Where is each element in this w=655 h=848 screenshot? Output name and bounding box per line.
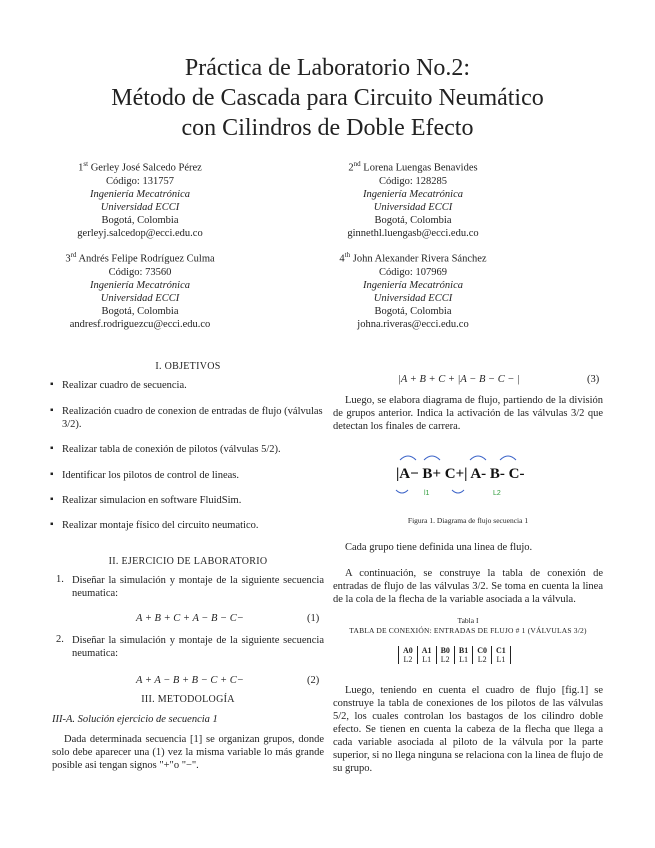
author-univ: Universidad ECCI — [100, 201, 180, 213]
equation-number-2: (2) — [307, 675, 320, 686]
author-name: 3rd Andrés Felipe Rodríguez Culma — [65, 251, 215, 265]
author-city: Bogotá, Colombia — [101, 214, 179, 226]
flow-arrow — [424, 456, 440, 460]
author-dept: Ingeniería Mecatrónica — [89, 279, 190, 291]
table-header-cell: B0 — [436, 646, 454, 655]
paragraph: Dada determinada secuencia [1] se organizan grupos, donde solo debe aparecer una (1) vez la misma variable lo más grande posible asi tengan signos "+"o "−". — [52, 734, 324, 771]
author-block-4 — [273, 249, 553, 331]
author-block-2 — [273, 158, 553, 240]
list-item: ▪ Realización cuadro de conexion de entradas de flujo (válvulas 3/2). — [62, 405, 324, 431]
table-row — [399, 655, 511, 664]
author-code: Código: 107969 — [379, 266, 447, 278]
flow-arrow — [500, 456, 516, 460]
exercise-item-1: Diseñar la simulación y montaje de la siguiente secuencia neumatica: — [72, 575, 324, 599]
exercise-item-2: Diseñar la simulación y montaje de la siguiente secuencia neumatica: — [72, 635, 324, 659]
author-dept: Ingeniería Mecatrónica — [362, 188, 463, 200]
author-email[interactable]: gerleyj.salcedop@ecci.edu.co — [77, 227, 203, 239]
table-cell: L1 — [417, 655, 436, 664]
author-code: Código: 128285 — [379, 175, 447, 187]
connection-table — [398, 646, 511, 664]
equation-number-1: (1) — [307, 613, 320, 624]
table-header-cell: A0 — [399, 646, 418, 655]
table-header-cell: A1 — [417, 646, 436, 655]
table-caption: TABLA DE CONEXIÓN: ENTRADAS DE FLUJO # 1 (VÁLVULAS 3/2) — [349, 626, 587, 635]
title-line-3: con Cilindros de Doble Efecto — [181, 115, 474, 141]
paragraph: Luego, se elabora diagrama de flujo, partiendo de la división de grupos anterior. Indica la activación de las válvulas 3/2 que detectan los finales de carrera. — [333, 395, 603, 432]
section-heading-ejercicio: II. EJERCICIO DE LABORATORIO — [108, 556, 268, 567]
list-item: ▪ Realizar montaje físico del circuito neumatico. — [62, 519, 324, 532]
table-title: Tabla I — [457, 616, 479, 625]
list-item: ▪ Identificar los pilotos de control de lineas. — [62, 469, 324, 482]
author-dept: Ingeniería Mecatrónica — [89, 188, 190, 200]
flow-arrow — [400, 456, 416, 460]
figure-caption: Figura 1. Diagrama de flujo secuencia 1 — [407, 516, 529, 525]
equation-number-3: (3) — [587, 374, 600, 385]
flow-diagram-figure — [380, 448, 560, 500]
table-cell: L2 — [399, 655, 418, 664]
section-heading-metodologia: III. METODOLOGÍA — [141, 694, 235, 705]
paragraph: A continuación, se construye la tabla de conexión de entradas de flujo de las válvulas 3/2. Se toma en cuenta la linea de la cola de la flecha de la variable asociada a la válvula. — [333, 568, 603, 605]
author-code: Código: 131757 — [106, 175, 174, 187]
list-number: 1. — [56, 574, 64, 585]
author-name: 2nd Lorena Luengas Benavides — [348, 160, 478, 174]
table-cell: L2 — [473, 655, 492, 664]
flow-arrow — [470, 456, 486, 460]
table-cell: L2 — [436, 655, 454, 664]
flow-line-label-2: L2 — [493, 490, 501, 497]
flow-arrow — [452, 490, 464, 493]
author-univ: Universidad ECCI — [373, 201, 453, 213]
paragraph: Luego, teniendo en cuenta el cuadro de flujo [fig.1] se construye la tabla de conexiones de los pilotos de las válvulas 5/2, los cuales controlan los bastagos de los cilindro doble efecto. Se tienen en cuenta la cabeza de la flecha que llega a cada variable asociada al piloto de la válvula por la parte superior, si no llega ninguna se relaciona con la linea de flujo de su grupo. — [333, 685, 603, 774]
list-item: ▪ Realizar cuadro de secuencia. — [62, 379, 324, 392]
equation-3: |A + B + C + |A − B − C − | — [398, 374, 520, 385]
title-line-1: Práctica de Laboratorio No.2: — [184, 55, 471, 81]
author-block-1 — [0, 158, 280, 240]
list-item: ▪ Realizar tabla de conexión de pilotos (válvulas 5/2). — [62, 443, 324, 456]
paper-title — [0, 53, 655, 143]
author-city: Bogotá, Colombia — [101, 305, 179, 317]
author-city: Bogotá, Colombia — [374, 214, 452, 226]
table-cell: L1 — [492, 655, 511, 664]
table-header-cell: C0 — [473, 646, 492, 655]
flow-line-label-1: l1 — [424, 490, 430, 497]
author-email[interactable]: ginnethl.luengasb@ecci.edu.co — [347, 227, 479, 239]
flow-sequence-text: |A− B+ C+| A- B- C- — [396, 466, 525, 482]
author-code: Código: 73560 — [108, 266, 172, 278]
author-email[interactable]: johna.riveras@ecci.edu.co — [357, 318, 469, 330]
author-email[interactable]: andresf.rodriguezcu@ecci.edu.co — [69, 318, 211, 330]
list-number: 2. — [56, 634, 64, 645]
author-univ: Universidad ECCI — [373, 292, 453, 304]
equation-2: A + A − B + B − C + C− — [136, 675, 244, 686]
author-block-3 — [0, 249, 280, 331]
author-univ: Universidad ECCI — [100, 292, 180, 304]
author-city: Bogotá, Colombia — [374, 305, 452, 317]
flow-arrow — [396, 490, 408, 493]
title-line-2: Método de Cascada para Circuito Neumático — [111, 85, 544, 111]
equation-1: A + B + C + A − B − C− — [136, 613, 244, 624]
table-row — [399, 646, 511, 655]
author-dept: Ingeniería Mecatrónica — [362, 279, 463, 291]
paragraph: Cada grupo tiene definida una linea de flujo. — [345, 542, 533, 553]
subsection-heading: III-A. Solución ejercicio de secuencia 1 — [52, 714, 218, 725]
list-item: ▪ Realizar simulacion en software FluidSim. — [62, 494, 324, 507]
table-header-cell: C1 — [492, 646, 511, 655]
table-header-cell: B1 — [454, 646, 472, 655]
section-heading-objetivos: I. OBJETIVOS — [155, 361, 221, 372]
author-name: 4th John Alexander Rivera Sánchez — [339, 251, 487, 265]
table-cell: L1 — [454, 655, 472, 664]
author-name: 1st Gerley José Salcedo Pérez — [78, 160, 202, 174]
